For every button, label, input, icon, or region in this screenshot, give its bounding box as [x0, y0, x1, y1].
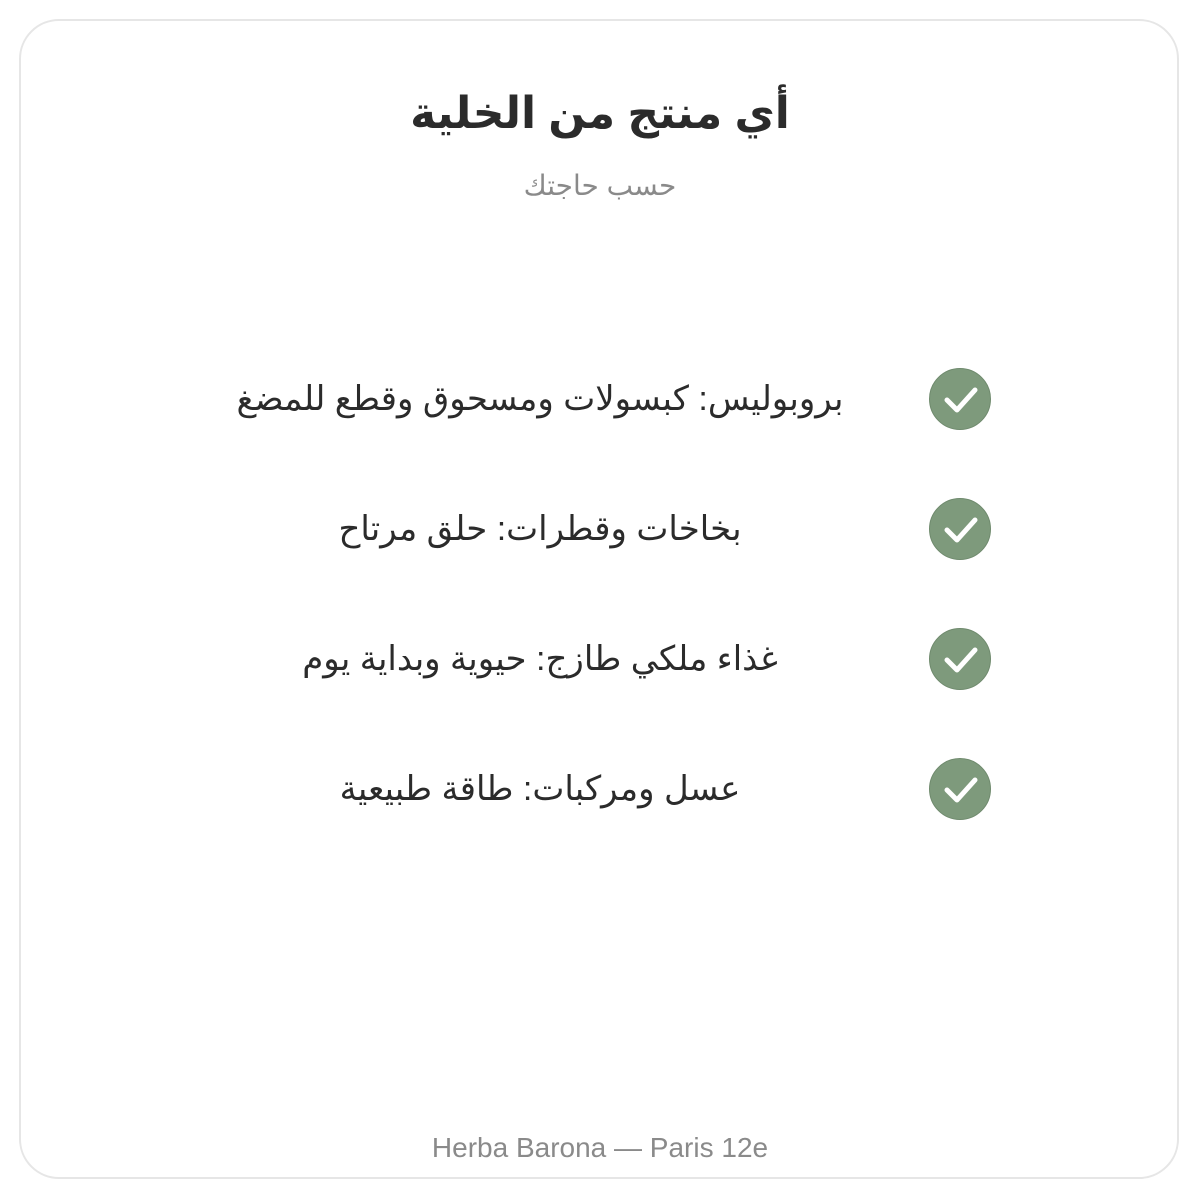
list-item: [0, 628, 1200, 690]
list-item-label: بروبوليس: كبسولات ومسحوق وقطع للمضغ: [236, 380, 844, 418]
page-subtitle: حسب حاجتك: [523, 170, 677, 201]
list-item-label: عسل ومركبات: طاقة طبيعية: [339, 770, 741, 808]
list-item-label: بخاخات وقطرات: حلق مرتاح: [338, 510, 742, 548]
list-item: [0, 758, 1200, 820]
list-item: [0, 498, 1200, 560]
page-title: أي منتج من الخلية: [410, 89, 790, 138]
list-item: [0, 368, 1200, 430]
list-item-label: غذاء ملكي طازج: حيوية وبداية يوم: [302, 640, 778, 678]
footer-text: Herba Barona — Paris 12e: [431, 1132, 769, 1163]
